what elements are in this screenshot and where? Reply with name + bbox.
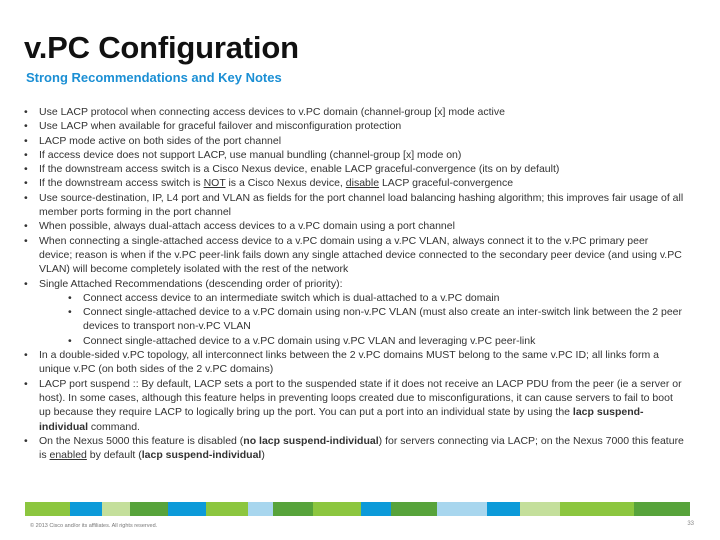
color-bar-segment xyxy=(437,502,487,516)
slide-title: v.PC Configuration xyxy=(24,30,299,65)
bullet-item xyxy=(24,277,684,291)
slide-body xyxy=(24,105,684,462)
bullet-list xyxy=(24,105,684,291)
bullet-item: • Use source-destination, IP, L4 port and VLAN as fields for the port channel load balancing hashing algorithm; this improves fair usage of all member ports forming in the port channel xyxy=(24,191,684,220)
bullet-item: • When connecting a single-attached access device to a v.PC domain using a v.PC VLAN, always connect it to the v.PC primary peer device; reason is when if the v.PC peer-link fails down any single attached device connected to the secondary peer device (and using v.PC VLAN) will become completely isolated with the rest of the network xyxy=(24,234,684,277)
copyright-notice: © 2013 Cisco and/or its affiliates. All rights reserved. xyxy=(30,523,158,529)
color-bar-segment xyxy=(487,502,520,516)
color-bar-segment xyxy=(560,502,634,516)
color-bar-segment xyxy=(520,502,560,516)
slide-subtitle: Strong Recommendations and Key Notes xyxy=(26,70,282,85)
color-bar-segment xyxy=(273,502,313,516)
color-bar-segment xyxy=(391,502,437,516)
footer-color-bar xyxy=(25,502,690,516)
bullet-item xyxy=(24,377,684,434)
emphasis-disable: disable xyxy=(345,177,380,190)
bullet-text: LACP port suspend :: By default, LACP sets a port to the suspended state if it does not receive an LACP PDU from the peer (ie a server or host). In some cases, although this feature helps in preventing loops created due to misconfigurations, it can cause servers to fail to boot up because they require LACP to logically bring up the port. You can put a port into an individual state by using the xyxy=(39,377,682,419)
bullet-text: Single Attached Recommendations (descending order of priority): xyxy=(39,277,343,290)
emphasis-not: NOT xyxy=(203,177,226,190)
command-text: lacp suspend-individual xyxy=(141,449,262,462)
bullet-item xyxy=(24,434,684,463)
bullet-item xyxy=(24,176,684,190)
color-bar-segment xyxy=(634,502,690,516)
bullet-text: LACP graceful-convergence xyxy=(379,177,514,190)
color-bar-segment xyxy=(248,502,273,516)
bullet-item: • Use LACP protocol when connecting access devices to v.PC domain (channel-group [x] mode active xyxy=(24,105,684,119)
color-bar-segment xyxy=(70,502,102,516)
command-text: no lacp suspend-individual xyxy=(243,434,379,447)
bullet-text: command. xyxy=(88,420,140,433)
bullet-item: • In a double-sided v.PC topology, all interconnect links between the 2 v.PC domains MUST belong to the same v.PC ID; all links form a unique v.PC (on both sides of the 2 v.PC domains) xyxy=(24,348,684,377)
bullet-text: by default ( xyxy=(86,449,142,462)
bullet-text: is a Cisco Nexus device, xyxy=(225,177,346,190)
bullet-text: On the Nexus 5000 this feature is disabled ( xyxy=(39,434,244,447)
color-bar-segment xyxy=(206,502,248,516)
sub-bullet-item: • Connect single-attached device to a v.PC domain using v.PC VLAN and leveraging v.PC peer-link xyxy=(24,334,684,348)
bullet-text: ) for servers connecting via LACP; on the Nexus 7000 this feature is xyxy=(39,434,684,462)
bullet-item: • When possible, always dual-attach access devices to a v.PC domain using a port channel xyxy=(24,219,684,233)
bullet-item: • If the downstream access switch is a Cisco Nexus device, enable LACP graceful-convergence (its on by default) xyxy=(24,162,684,176)
bullet-text: ) xyxy=(261,449,265,462)
command-text: lacp suspend-individual xyxy=(39,406,644,433)
color-bar-segment xyxy=(361,502,391,516)
bullet-text: If the downstream access switch is xyxy=(39,177,204,190)
color-bar-segment xyxy=(102,502,130,516)
color-bar-segment xyxy=(168,502,206,516)
emphasis-enabled: enabled xyxy=(49,449,87,462)
bullet-list-continued xyxy=(24,348,684,462)
bullet-item: • If access device does not support LACP, use manual bundling (channel-group [x] mode on) xyxy=(24,148,684,162)
sub-bullet-item: • Connect access device to an intermediate switch which is dual-attached to a v.PC domain xyxy=(24,291,684,305)
color-bar-segment xyxy=(313,502,361,516)
bullet-item: • LACP mode active on both sides of the port channel xyxy=(24,134,684,148)
sub-bullet-item: • Connect single-attached device to a v.PC domain using non-v.PC VLAN (must also create an inter-switch link between the 2 peer devices to transport non-v.PC VLAN xyxy=(24,305,684,334)
color-bar-segment xyxy=(25,502,70,516)
color-bar-segment xyxy=(130,502,168,516)
sub-bullet-list xyxy=(24,291,684,348)
page-number: 33 xyxy=(687,521,694,527)
bullet-item: • Use LACP when available for graceful failover and misconfiguration protection xyxy=(24,119,684,133)
